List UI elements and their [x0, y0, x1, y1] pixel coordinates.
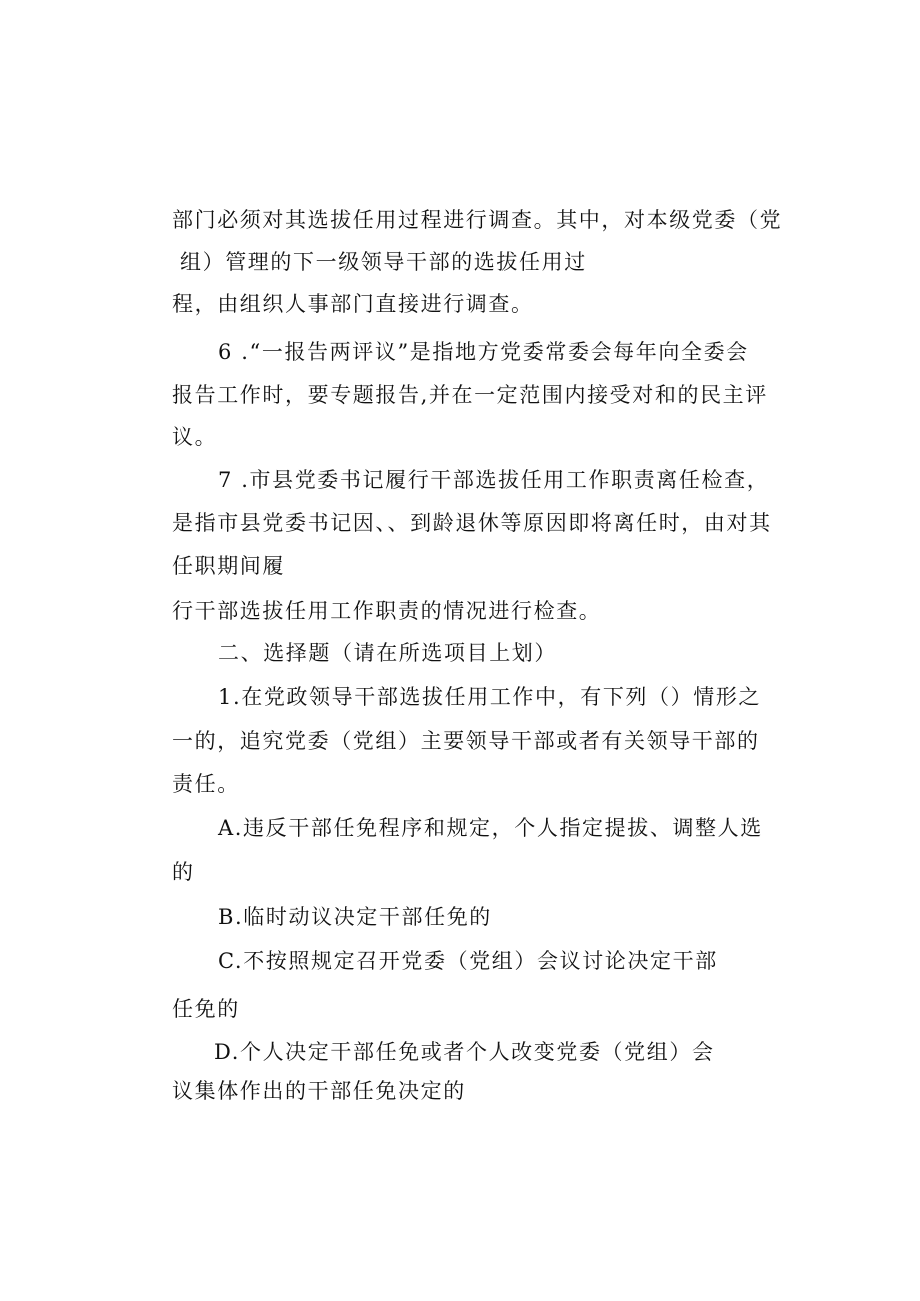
- option-c-line: C.不按照规定召开党委（党组）会议讨论决定干部: [218, 949, 718, 973]
- text-line: 责任。: [172, 772, 240, 796]
- option-d-line: 议集体作出的干部任免决定的: [172, 1079, 466, 1103]
- option-a-line: 的: [172, 860, 195, 884]
- text-line: 议。: [172, 425, 218, 449]
- text-line: 行干部选拔任用工作职责的情况进行检查。: [172, 599, 602, 623]
- text-line: 程，由组织人事部门直接进行调查。: [172, 292, 534, 316]
- text-line: 是指市县党委书记因、、到龄退休等原因即将离任时，由对其: [172, 511, 772, 535]
- text-line: 7 .市县党委书记履行干部选拔任用工作职责离任检查，: [218, 468, 770, 492]
- option-b-line: B.临时动议决定干部任免的: [218, 905, 492, 929]
- text-line: 组）管理的下一级领导干部的选拔任用过: [180, 250, 587, 274]
- option-a-line: A.违反干部任免程序和规定，个人指定提拔、调整人选: [218, 816, 763, 840]
- text-line: 6 .“一报告两评议”是指地方党委常委会每年向全委会: [218, 340, 749, 364]
- text-line: 报告工作时，要专题报告,并在一定范围内接受对和的民主评: [172, 383, 768, 407]
- option-c-line: 任免的: [172, 997, 240, 1021]
- text-line: 任职期间履: [172, 554, 285, 578]
- section-heading: 二、选择题（请在所选项目上划）: [218, 641, 557, 665]
- text-line: 一的，追究党委（党组）主要领导干部或者有关领导干部的: [172, 729, 760, 753]
- text-line: 1.在党政领导干部选拔任用工作中，有下列（）情形之: [218, 685, 762, 709]
- text-line: 部门必须对其选拔任用过程进行调查。其中，对本级党委（党: [172, 208, 783, 232]
- option-d-line: D.个人决定干部任免或者个人改变党委（党组）会: [214, 1040, 715, 1064]
